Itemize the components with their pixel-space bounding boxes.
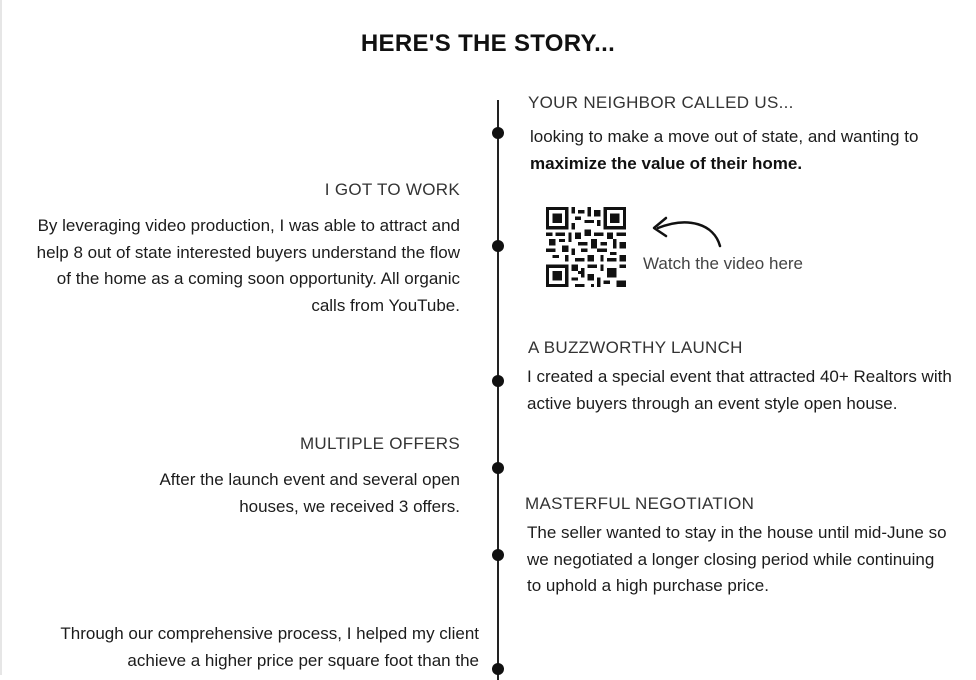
timeline-dot <box>492 240 504 252</box>
qr-code-icon[interactable] <box>545 207 627 287</box>
step-heading-neighbor: YOUR NEIGHBOR CALLED US... <box>528 93 794 112</box>
watch-video-link[interactable]: Watch the video here <box>643 254 804 273</box>
page-title: HERE'S THE STORY... <box>360 30 616 57</box>
step-body-emphasis: maximize the value of their home. <box>530 153 803 173</box>
step-heading-negotiation: MASTERFUL NEGOTIATION <box>525 494 755 513</box>
timeline-dot <box>492 549 504 561</box>
step-body-negotiation: The seller wanted to stay in the house until mid-June so we negotiated a longer closing period while continuing to uphold a high purchase price. <box>527 523 947 595</box>
curved-arrow-icon <box>648 214 726 254</box>
timeline-dot <box>492 462 504 474</box>
step-body-work: By leveraging video production, I was able to attract and help 8 out of state interested buyers understand the flow of the home as a coming soon opportunity. All organic calls from YouTube. <box>36 216 460 315</box>
step-heading-work: I GOT TO WORK <box>324 180 460 199</box>
step-body-launch: I created a special event that attracted 40+ Realtors with active buyers through an event style open house. <box>527 367 952 413</box>
step-heading-offers: MULTIPLE OFFERS <box>299 434 460 453</box>
step-heading-launch: A BUZZWORTHY LAUNCH <box>528 338 743 357</box>
step-body-result: Through our comprehensive process, I helped my client achieve a higher price per square foot than the <box>60 624 479 670</box>
step-body-neighbor: looking to make a move out of state, and wanting to maximize the value of their home. <box>530 127 919 173</box>
page-left-border <box>0 0 2 675</box>
timeline-line <box>497 100 499 680</box>
timeline-dot <box>492 127 504 139</box>
step-body-offers: After the launch event and several open houses, we received 3 offers. <box>159 470 460 516</box>
timeline-dot <box>492 663 504 675</box>
timeline-dot <box>492 375 504 387</box>
